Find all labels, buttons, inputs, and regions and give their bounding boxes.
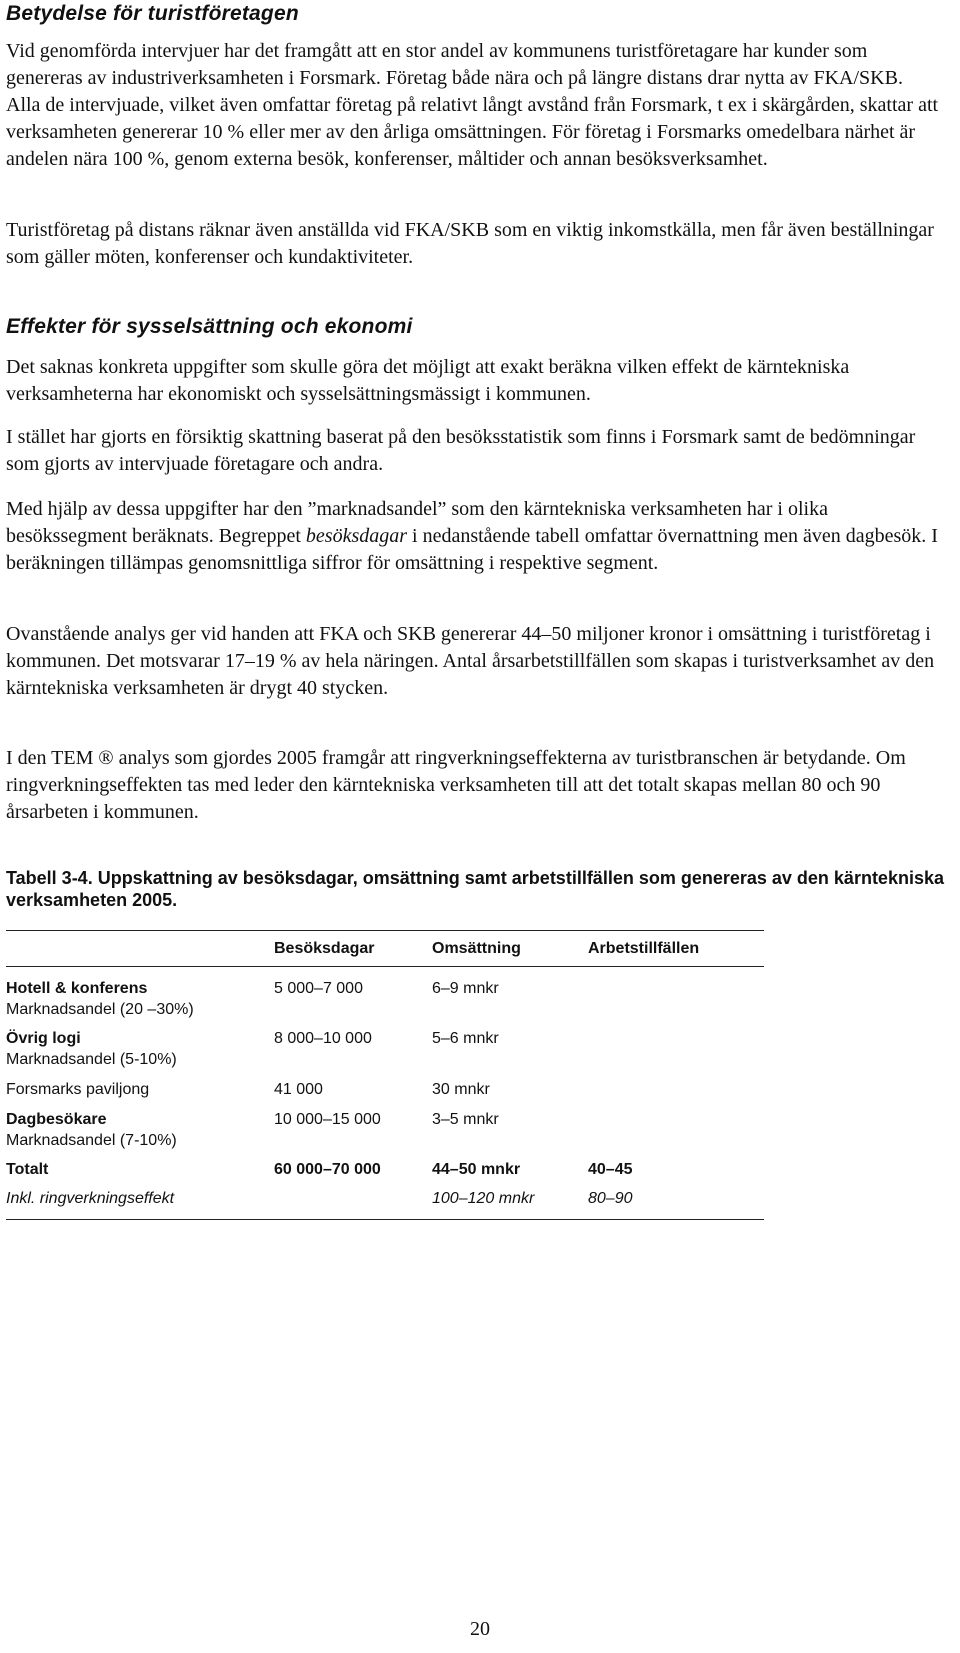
paragraph: Ovanstående analys ger vid handen att FKA och SKB genererar 44–50 miljoner kronor i omsättning i turistföretag i kommunen. Det motsvarar 17–19 % av hela näringen. Antal årsarbetstillfällen som skapas i turistverksamhet av den kärntekniska verksamheten är drygt 40 stycken. [6,623,935,699]
paragraph-text: i nedanstående tabell omfattar övernattning men även dagbesök. I beräkningen tillämpas genomsnittliga siffror för omsättning i respektive segment. [6,525,938,574]
table-cell: 40–45 [588,1161,633,1178]
table-row-sublabel: Marknadsandel (20 –30%) [6,1001,194,1018]
table-header-cell: Arbetstillfällen [588,940,700,957]
table-cell: 44–50 mnkr [432,1161,521,1178]
table-rule-bottom [6,1219,764,1220]
table-cell: 10 000–15 000 [274,1111,381,1128]
table-row-label: Inkl. ringverkningseffekt [6,1190,175,1207]
table-row-label: Hotell & konferens [6,980,148,997]
paragraph: I den TEM ® analys som gjordes 2005 framgår att ringverkningseffekterna av turistbranschen är betydande. Om ringverkningseffekten tas med leder den kärntekniska verksamheten till att det totalt skapas mellan 80 och 90 årsarbeten i kommunen. [6,747,906,823]
paragraph: Vid genomförda intervjuer har det framgått att en stor andel av kommunens turistföretagare har kunder som genereras av industriverksamheten i Forsmark. Företag både nära och på längre distans drar nytta av FKA/SKB. Alla de intervjuade, vilket även omfattar företag på relativt långt avstånd från Forsmark, t ex i skärgården, skattar att verksamheten genererar 10 % eller mer av den årliga omsättningen. För företag i Forsmarks omedelbara närhet är andelen nära 100 %, genom externa besök, konferenser, måltider och annan besöksverksamhet. [6,40,939,170]
table-caption: Tabell 3-4. Uppskattning av besöksdagar, omsättning samt arbetstillfällen som genereras av den kärntekniska verksamheten 2005. [6,868,944,910]
table-row-label: Övrig logi [6,1030,81,1047]
table-cell: 5 000–7 000 [274,980,363,997]
paragraph: Det saknas konkreta uppgifter som skulle göra det möjligt att exakt beräkna vilken effekt de kärntekniska verksamheterna har ekonomiskt och sysselsättningsmässigt i kommunen. [6,356,850,405]
table-header-cell: Besöksdagar [274,940,375,957]
table-row-label: Dagbesökare [6,1111,107,1128]
paragraph: Turistföretag på distans räknar även anställda vid FKA/SKB som en viktig inkomstkälla, men får även beställningar som gäller möten, konferenser och kundaktiviteter. [6,219,934,268]
table-rule-top [6,930,764,931]
table-cell: 100–120 mnkr [432,1190,535,1207]
paragraph-text: Med hjälp av dessa uppgifter har den ”marknadsandel” som den kärntekniska verksamheten har i olika besökssegment beräknats. Begreppet [6,498,828,547]
emphasis-term: besöksdagar [305,525,408,547]
table-header-cell: Omsättning [432,940,521,957]
table-cell: 80–90 [588,1190,633,1207]
page-number: 20 [470,1618,490,1640]
table-cell: 60 000–70 000 [274,1161,381,1178]
table-cell: 8 000–10 000 [274,1030,372,1047]
paragraph [6,496,941,577]
table-cell: 3–5 mnkr [432,1111,499,1128]
table-row-label: Totalt [6,1161,49,1178]
table-cell: 5–6 mnkr [432,1030,499,1047]
section-heading-effekter: Effekter för sysselsättning och ekonomi [6,315,413,338]
table-cell: 6–9 mnkr [432,980,499,997]
section-heading-betydelse: Betydelse för turistföretagen [6,2,299,25]
table-row-sublabel: Marknadsandel (5-10%) [6,1051,177,1068]
table-row-label: Forsmarks paviljong [6,1081,150,1098]
table-cell: 41 000 [274,1081,323,1098]
table-row-sublabel: Marknadsandel (7-10%) [6,1132,177,1149]
paragraph: I stället har gjorts en försiktig skattning baserat på den besöksstatistik som finns i Forsmark samt de bedömningar som gjorts av intervjuade företagare och andra. [6,426,916,475]
table-cell: 30 mnkr [432,1081,490,1098]
table-rule-header [6,966,764,967]
